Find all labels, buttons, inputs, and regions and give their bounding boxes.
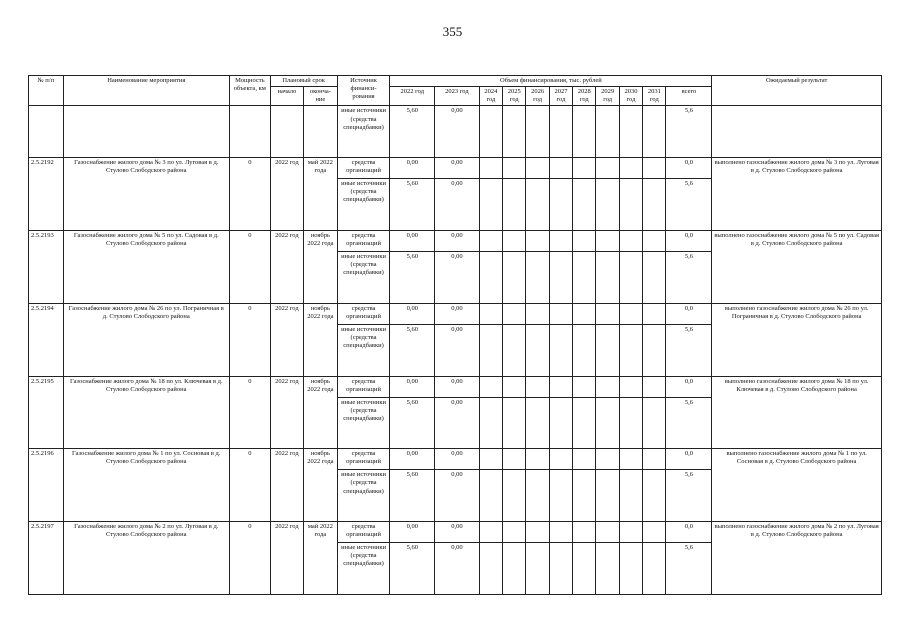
- empty-year-cell: [503, 376, 526, 397]
- project-end: ноябрь 2022 года: [304, 449, 338, 522]
- value-2022: 5,60: [390, 543, 435, 595]
- header-year-2030: 2030 год: [619, 87, 642, 106]
- empty-year-cell: [479, 158, 502, 179]
- project-num: 2.5.2192: [29, 158, 64, 231]
- lead-y2022: 5,60: [390, 106, 435, 158]
- empty-year-cell: [573, 158, 596, 179]
- lead-empty-year: [619, 106, 642, 158]
- value-2023: 0,00: [435, 158, 480, 179]
- lead-row: [29, 106, 882, 158]
- value-2023: 0,00: [435, 522, 480, 543]
- project-start: 2022 год: [270, 449, 304, 522]
- empty-year-cell: [526, 251, 549, 303]
- empty-year-cell: [573, 324, 596, 376]
- empty-year-cell: [596, 230, 619, 251]
- project-start: 2022 год: [270, 303, 304, 376]
- project-capacity: 0: [230, 376, 271, 449]
- empty-year-cell: [549, 230, 572, 251]
- lead-end: [304, 106, 338, 158]
- value-2023: 0,00: [435, 230, 480, 251]
- value-2022: 5,60: [390, 470, 435, 522]
- empty-year-cell: [573, 251, 596, 303]
- empty-year-cell: [573, 470, 596, 522]
- project-end: ноябрь 2022 года: [304, 376, 338, 449]
- empty-year-cell: [573, 397, 596, 449]
- empty-year-cell: [503, 158, 526, 179]
- empty-year-cell: [479, 251, 502, 303]
- header-year-2025: 2025 год: [503, 87, 526, 106]
- source-cell: иные источники (средства спецнадбавки): [337, 470, 390, 522]
- value-total: 5,6: [666, 470, 712, 522]
- value-total: 5,6: [666, 179, 712, 231]
- value-total: 0,0: [666, 230, 712, 251]
- empty-year-cell: [643, 522, 666, 543]
- empty-year-cell: [549, 324, 572, 376]
- project-result: выполнено газоснабжение жилого дома № 1 по ул. Сосновая в д. Стулово Слободского района: [712, 449, 882, 522]
- lead-y2023: 0,00: [435, 106, 480, 158]
- empty-year-cell: [503, 470, 526, 522]
- empty-year-cell: [526, 230, 549, 251]
- value-2023: 0,00: [435, 543, 480, 595]
- empty-year-cell: [643, 470, 666, 522]
- lead-empty-year: [643, 106, 666, 158]
- empty-year-cell: [643, 397, 666, 449]
- value-2023: 0,00: [435, 324, 480, 376]
- header-year-2029: 2029 год: [596, 87, 619, 106]
- project-result: выполнено газоснабжение жилого дома № 5 по ул. Садовая в д. Стулово Слободского района: [712, 230, 882, 303]
- empty-year-cell: [526, 324, 549, 376]
- header-year-2027: 2027 год: [549, 87, 572, 106]
- header-year-2031: 2031 год: [643, 87, 666, 106]
- project-capacity: 0: [230, 449, 271, 522]
- lead-name: [63, 106, 230, 158]
- table-row: [29, 376, 882, 397]
- source-cell: средства организаций: [337, 303, 390, 324]
- value-2023: 0,00: [435, 251, 480, 303]
- header-source: Источник финанси-рования: [337, 76, 390, 106]
- lead-empty-year: [503, 106, 526, 158]
- project-name: Газоснабжение жилого дома № 3 по ул. Луговая в д. Стулово Слободского района: [63, 158, 230, 231]
- project-num: 2.5.2196: [29, 449, 64, 522]
- empty-year-cell: [643, 158, 666, 179]
- header-end: оконча-ние: [304, 87, 338, 106]
- table-row: [29, 303, 882, 324]
- empty-year-cell: [596, 303, 619, 324]
- header-result: Ожидаемый результат: [712, 76, 882, 106]
- source-cell: иные источники (средства спецнадбавки): [337, 251, 390, 303]
- empty-year-cell: [596, 449, 619, 470]
- empty-year-cell: [549, 470, 572, 522]
- empty-year-cell: [619, 324, 642, 376]
- project-name: Газоснабжение жилого дома № 2 по ул. Луговая в д. Стулово Слободского района: [63, 522, 230, 595]
- empty-year-cell: [643, 251, 666, 303]
- value-total: 0,0: [666, 303, 712, 324]
- project-num: 2.5.2197: [29, 522, 64, 595]
- empty-year-cell: [643, 303, 666, 324]
- empty-year-cell: [596, 522, 619, 543]
- value-2022: 5,60: [390, 397, 435, 449]
- value-2022: 5,60: [390, 324, 435, 376]
- source-cell: иные источники (средства спецнадбавки): [337, 397, 390, 449]
- empty-year-cell: [503, 397, 526, 449]
- empty-year-cell: [479, 230, 502, 251]
- value-2022: 0,00: [390, 449, 435, 470]
- project-end: ноябрь 2022 года: [304, 230, 338, 303]
- empty-year-cell: [479, 179, 502, 231]
- empty-year-cell: [596, 397, 619, 449]
- lead-num: [29, 106, 64, 158]
- empty-year-cell: [549, 522, 572, 543]
- project-num: 2.5.2194: [29, 303, 64, 376]
- source-cell: средства организаций: [337, 158, 390, 179]
- project-num: 2.5.2195: [29, 376, 64, 449]
- empty-year-cell: [619, 522, 642, 543]
- empty-year-cell: [596, 158, 619, 179]
- lead-total: 5,6: [666, 106, 712, 158]
- project-capacity: 0: [230, 303, 271, 376]
- source-cell: средства организаций: [337, 522, 390, 543]
- empty-year-cell: [619, 397, 642, 449]
- empty-year-cell: [503, 179, 526, 231]
- project-start: 2022 год: [270, 158, 304, 231]
- lead-empty-year: [526, 106, 549, 158]
- empty-year-cell: [549, 179, 572, 231]
- value-2022: 0,00: [390, 303, 435, 324]
- empty-year-cell: [549, 251, 572, 303]
- empty-year-cell: [573, 522, 596, 543]
- table-row: [29, 230, 882, 251]
- project-start: 2022 год: [270, 230, 304, 303]
- value-2022: 0,00: [390, 230, 435, 251]
- empty-year-cell: [526, 522, 549, 543]
- empty-year-cell: [619, 470, 642, 522]
- header-year-2026: 2026 год: [526, 87, 549, 106]
- empty-year-cell: [549, 376, 572, 397]
- empty-year-cell: [573, 230, 596, 251]
- empty-year-cell: [619, 376, 642, 397]
- value-2022: 5,60: [390, 251, 435, 303]
- project-num: 2.5.2193: [29, 230, 64, 303]
- value-total: 5,6: [666, 397, 712, 449]
- empty-year-cell: [549, 397, 572, 449]
- lead-start: [270, 106, 304, 158]
- project-start: 2022 год: [270, 376, 304, 449]
- table-row: [29, 158, 882, 179]
- empty-year-cell: [596, 179, 619, 231]
- project-capacity: 0: [230, 230, 271, 303]
- empty-year-cell: [619, 543, 642, 595]
- value-2022: 0,00: [390, 522, 435, 543]
- project-result: выполнено газоснабжение жилого дома № 26 по ул. Пограничная в д. Стулово Слободского района: [712, 303, 882, 376]
- empty-year-cell: [503, 230, 526, 251]
- project-name: Газоснабжение жилого дома № 5 по ул. Садовая в д. Стулово Слободского района: [63, 230, 230, 303]
- empty-year-cell: [503, 303, 526, 324]
- project-end: май 2022 года: [304, 158, 338, 231]
- table-row: [29, 449, 882, 470]
- project-result: выполнено газоснабжение жилого дома № 2 по ул. Луговая в д. Стулово Слободского района: [712, 522, 882, 595]
- empty-year-cell: [643, 179, 666, 231]
- value-total: 5,6: [666, 324, 712, 376]
- empty-year-cell: [549, 303, 572, 324]
- project-capacity: 0: [230, 158, 271, 231]
- page-number: 355: [442, 24, 463, 39]
- header-year-2023: 2023 год: [435, 87, 480, 106]
- value-total: 5,6: [666, 251, 712, 303]
- empty-year-cell: [503, 324, 526, 376]
- table-row: [29, 522, 882, 543]
- empty-year-cell: [643, 543, 666, 595]
- value-2022: 5,60: [390, 179, 435, 231]
- lead-empty-year: [549, 106, 572, 158]
- empty-year-cell: [526, 376, 549, 397]
- empty-year-cell: [503, 543, 526, 595]
- project-end: ноябрь 2022 года: [304, 303, 338, 376]
- project-result: выполнено газоснабжение жилого дома № 3 по ул. Луговая в д. Стулово Слободского района: [712, 158, 882, 231]
- header-capacity: Мощность объекта, км: [230, 76, 271, 106]
- empty-year-cell: [619, 230, 642, 251]
- empty-year-cell: [549, 543, 572, 595]
- empty-year-cell: [619, 179, 642, 231]
- value-2023: 0,00: [435, 470, 480, 522]
- value-total: 0,0: [666, 449, 712, 470]
- value-2023: 0,00: [435, 397, 480, 449]
- project-start: 2022 год: [270, 522, 304, 595]
- empty-year-cell: [503, 522, 526, 543]
- source-cell: средства организаций: [337, 230, 390, 251]
- empty-year-cell: [526, 397, 549, 449]
- empty-year-cell: [619, 303, 642, 324]
- source-cell: иные источники (средства спецнадбавки): [337, 179, 390, 231]
- empty-year-cell: [526, 158, 549, 179]
- empty-year-cell: [479, 376, 502, 397]
- value-2022: 0,00: [390, 158, 435, 179]
- value-total: 0,0: [666, 376, 712, 397]
- value-total: 5,6: [666, 543, 712, 595]
- lead-empty-year: [479, 106, 502, 158]
- empty-year-cell: [596, 543, 619, 595]
- project-capacity: 0: [230, 522, 271, 595]
- lead-empty-year: [596, 106, 619, 158]
- empty-year-cell: [619, 158, 642, 179]
- empty-year-cell: [573, 376, 596, 397]
- empty-year-cell: [479, 522, 502, 543]
- header-funding: Объем финансирования, тыс. рублей: [390, 76, 712, 87]
- empty-year-cell: [479, 543, 502, 595]
- project-name: Газоснабжение жилого дома № 26 по ул. Пограничная в д. Стулово Слободского района: [63, 303, 230, 376]
- project-name: Газоснабжение жилого дома № 18 по ул. Ключевая в д. Стулово Слободского района: [63, 376, 230, 449]
- header-plan-term: Плановый срок: [270, 76, 337, 87]
- empty-year-cell: [643, 324, 666, 376]
- value-total: 0,0: [666, 158, 712, 179]
- empty-year-cell: [643, 230, 666, 251]
- header-year-2024: 2024 год: [479, 87, 502, 106]
- empty-year-cell: [479, 470, 502, 522]
- empty-year-cell: [596, 470, 619, 522]
- empty-year-cell: [573, 179, 596, 231]
- empty-year-cell: [643, 376, 666, 397]
- source-cell: иные источники (средства спецнадбавки): [337, 543, 390, 595]
- empty-year-cell: [526, 303, 549, 324]
- value-2023: 0,00: [435, 303, 480, 324]
- value-2023: 0,00: [435, 449, 480, 470]
- empty-year-cell: [573, 543, 596, 595]
- empty-year-cell: [643, 449, 666, 470]
- table-body: [29, 106, 882, 595]
- financing-table: [28, 75, 882, 595]
- empty-year-cell: [573, 303, 596, 324]
- lead-source: иные источники (средства спецнадбавки): [337, 106, 390, 158]
- header-total: всего: [666, 87, 712, 106]
- value-2023: 0,00: [435, 376, 480, 397]
- empty-year-cell: [549, 158, 572, 179]
- project-end: май 2022 года: [304, 522, 338, 595]
- empty-year-cell: [526, 470, 549, 522]
- header-name: Наименование мероприятия: [63, 76, 230, 106]
- header-start: начало: [270, 87, 304, 106]
- source-cell: средства организаций: [337, 376, 390, 397]
- empty-year-cell: [479, 303, 502, 324]
- empty-year-cell: [619, 251, 642, 303]
- empty-year-cell: [479, 324, 502, 376]
- project-name: Газоснабжение жилого дома № 1 по ул. Сосновая в д. Стулово Слободского района: [63, 449, 230, 522]
- source-cell: средства организаций: [337, 449, 390, 470]
- empty-year-cell: [526, 449, 549, 470]
- value-2023: 0,00: [435, 179, 480, 231]
- empty-year-cell: [526, 543, 549, 595]
- empty-year-cell: [526, 179, 549, 231]
- header-year-2028: 2028 год: [573, 87, 596, 106]
- source-cell: иные источники (средства спецнадбавки): [337, 324, 390, 376]
- lead-empty-year: [573, 106, 596, 158]
- value-2022: 0,00: [390, 376, 435, 397]
- empty-year-cell: [479, 397, 502, 449]
- lead-result: [712, 106, 882, 158]
- empty-year-cell: [503, 251, 526, 303]
- empty-year-cell: [619, 449, 642, 470]
- empty-year-cell: [596, 251, 619, 303]
- header-year-2022: 2022 год: [390, 87, 435, 106]
- lead-capacity: [230, 106, 271, 158]
- empty-year-cell: [596, 376, 619, 397]
- empty-year-cell: [573, 449, 596, 470]
- project-result: выполнено газоснабжение жилого дома № 18 по ул. Ключевая в д. Стулово Слободского района: [712, 376, 882, 449]
- empty-year-cell: [549, 449, 572, 470]
- empty-year-cell: [596, 324, 619, 376]
- empty-year-cell: [479, 449, 502, 470]
- value-total: 0,0: [666, 522, 712, 543]
- empty-year-cell: [503, 449, 526, 470]
- header-num: № п/п: [29, 76, 64, 106]
